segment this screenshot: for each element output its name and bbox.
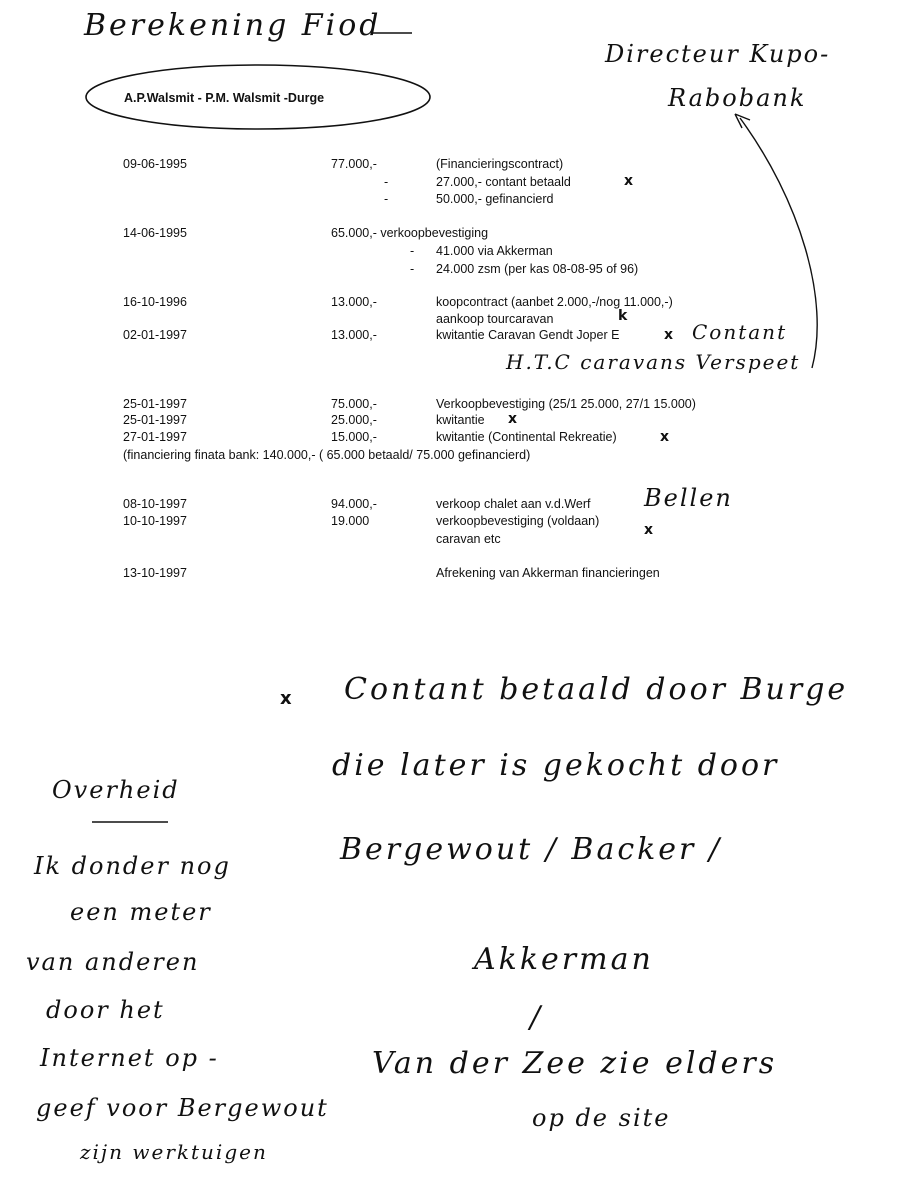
entry-desc: kwitantie — [436, 413, 485, 427]
entry-date: 10-10-1997 — [123, 514, 187, 528]
entry-date: 08-10-1997 — [123, 497, 187, 511]
entry-desc: 24.000 zsm (per kas 08-08-95 of 96) — [436, 262, 639, 276]
note-main-6: Van der Zee zie elders — [372, 1046, 778, 1081]
entry-date: 27-01-1997 — [123, 430, 187, 444]
x-mark: x — [664, 327, 674, 343]
entry-desc: 41.000 via Akkerman — [436, 244, 553, 258]
x-mark: x — [644, 522, 654, 538]
entry-desc: Afrekening van Akkerman financieringen — [436, 566, 660, 580]
k-mark: k — [618, 308, 628, 324]
entry-desc: koopcontract (aanbet 2.000,-/nog 11.000,-) — [436, 295, 673, 309]
entry-desc: 50.000,- gefinancierd — [436, 192, 554, 206]
note-left-6: geef voor Bergewout — [36, 1094, 329, 1122]
entry-desc: Verkoopbevestiging (25/1 25.000, 27/1 15.000) — [436, 397, 696, 411]
x-mark: x — [508, 411, 518, 427]
note-rabobank: Rabobank — [668, 84, 807, 112]
financing-note: (financiering finata bank: 140.000,- ( 65.000 betaald/ 75.000 gefinancierd) — [123, 448, 531, 462]
entry-desc: kwitantie Caravan Gendt Joper E — [436, 328, 620, 342]
note-bellen: Bellen — [644, 484, 733, 512]
entry-date: 13-10-1997 — [123, 566, 187, 580]
note-left-7: zijn werktuigen — [80, 1140, 268, 1164]
note-left-5: Internet op - — [40, 1044, 219, 1072]
entry-dash: - — [410, 262, 415, 276]
note-main-5: / — [530, 1000, 544, 1035]
note-main-1: Contant betaald door Burge — [344, 672, 849, 707]
entry-date: 25-01-1997 — [123, 397, 187, 411]
entry-amount: 25.000,- — [331, 413, 377, 427]
entry-desc: caravan etc — [436, 532, 501, 546]
note-left-3: van anderen — [26, 948, 200, 976]
x-mark: x — [280, 688, 292, 709]
entry-amount: 15.000,- — [331, 430, 377, 444]
entry-date: 09-06-1995 — [123, 157, 187, 171]
entry-amount: 77.000,- — [331, 157, 377, 171]
entry-dash: - — [410, 244, 415, 258]
entry-amount: 13.000,- — [331, 295, 377, 309]
note-htc: H.T.C caravans Verspeet — [506, 350, 801, 374]
note-directeur: Directeur Kupo- — [605, 40, 831, 68]
note-overheid: Overheid — [52, 776, 180, 804]
entry-desc: 27.000,- contant betaald — [436, 175, 571, 189]
entry-amount: 94.000,- — [331, 497, 377, 511]
entry-desc: verkoop chalet aan v.d.Werf — [436, 497, 591, 511]
entry-date: 25-01-1997 — [123, 413, 187, 427]
entry-desc: aankoop tourcaravan — [436, 312, 554, 326]
names-line: A.P.Walsmit - P.M. Walsmit -Durge — [124, 91, 325, 105]
entry-desc: verkoopbevestiging (voldaan) — [436, 514, 600, 528]
note-main-2: die later is gekocht door — [332, 748, 780, 783]
entry-date: 14-06-1995 — [123, 226, 187, 240]
note-left-4: door het — [46, 996, 165, 1024]
entry-desc: (Financieringscontract) — [436, 157, 564, 171]
entry-dash: - — [384, 175, 389, 189]
entry-dash: - — [384, 192, 389, 206]
note-main-7: op de site — [532, 1104, 671, 1132]
handwritten-title: Berekening Fiod — [84, 8, 382, 43]
note-main-4: Akkerman — [474, 942, 654, 977]
entry-desc: kwitantie (Continental Rekreatie) — [436, 430, 617, 444]
note-contant: Contant — [692, 320, 788, 344]
entry-amount: 19.000 — [331, 514, 370, 528]
entry-date: 16-10-1996 — [123, 295, 187, 309]
note-left-1: Ik donder nog — [34, 852, 231, 880]
note-left-2: een meter — [70, 898, 212, 926]
note-main-3: Bergewout / Backer / — [340, 832, 723, 867]
entry-date: 02-01-1997 — [123, 328, 187, 342]
entry-amount: 13.000,- — [331, 328, 377, 342]
entry-amount: 75.000,- — [331, 397, 377, 411]
x-mark: x — [660, 429, 670, 445]
x-mark: x — [624, 173, 634, 189]
entry-amount: 65.000,- verkoopbevestiging — [331, 226, 489, 240]
